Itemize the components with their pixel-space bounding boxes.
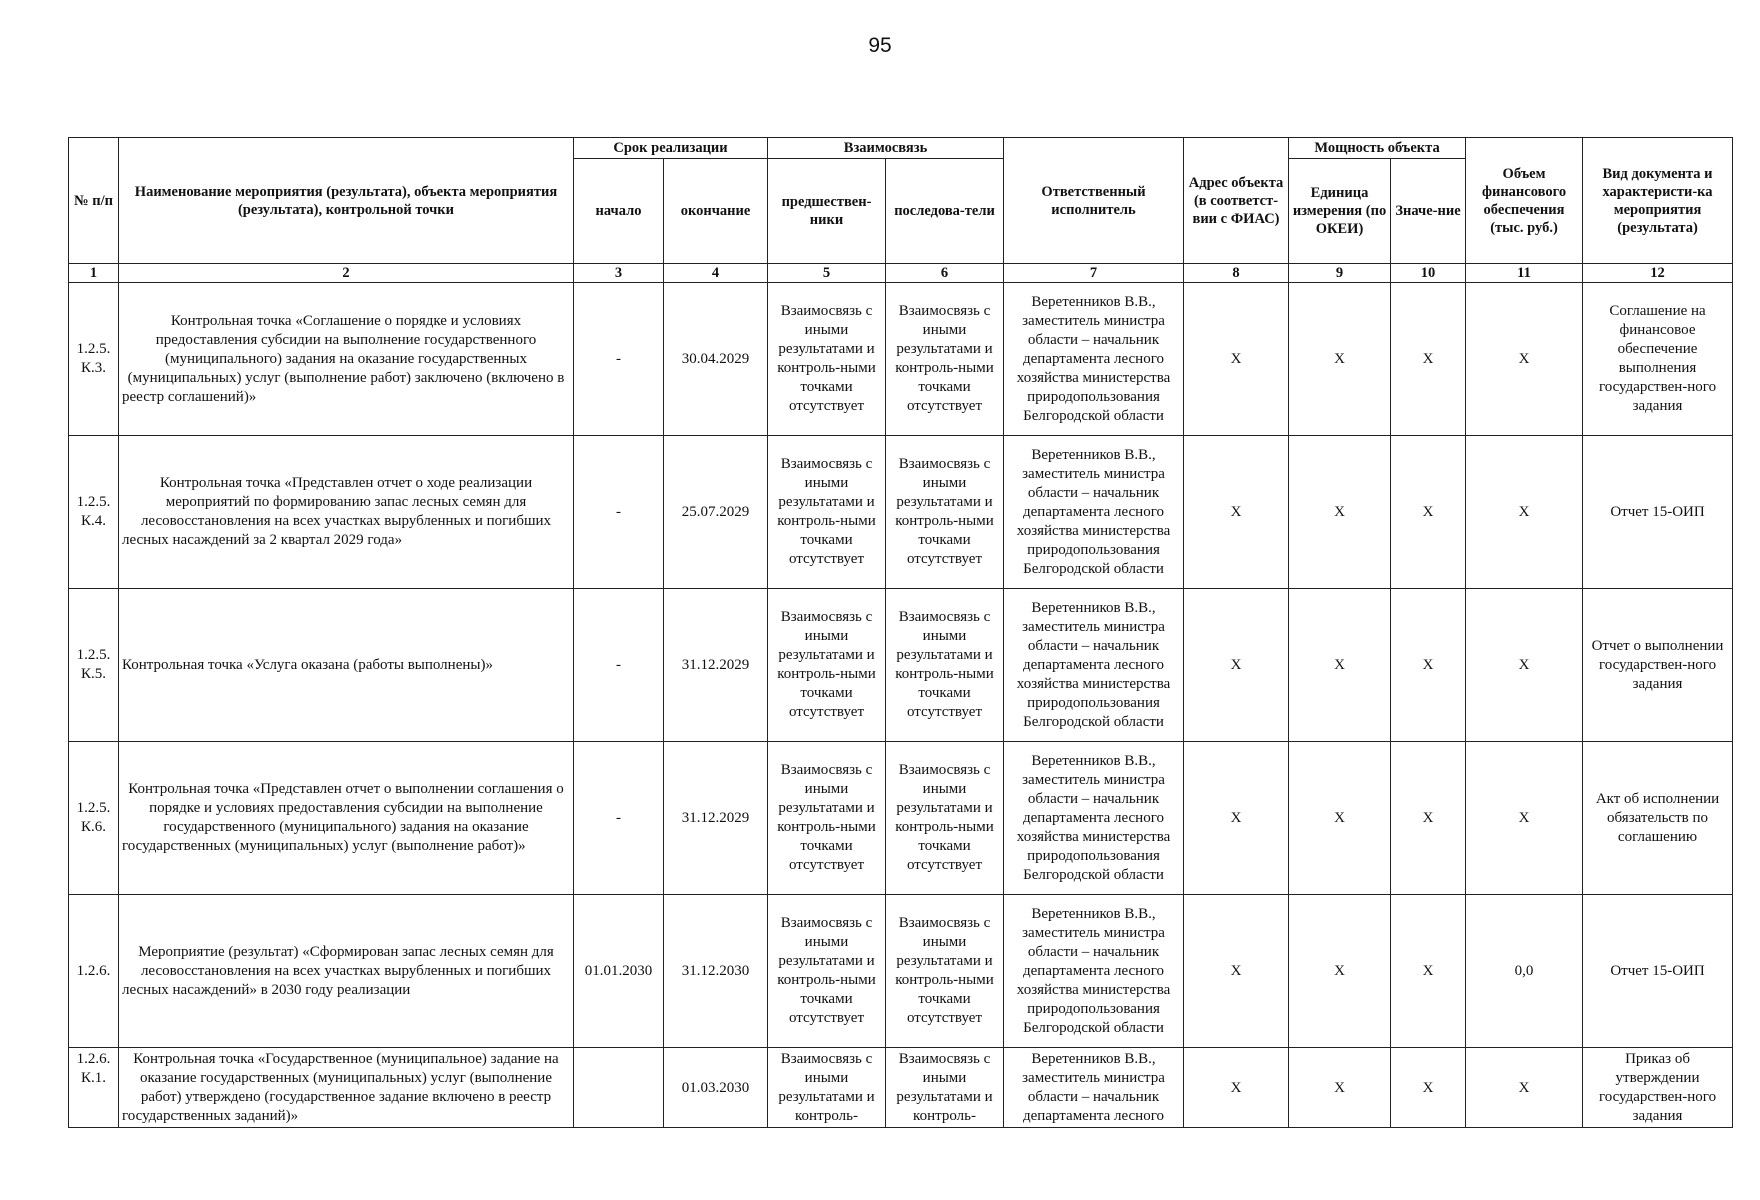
col-header-start: начало [574, 159, 664, 264]
col-header-executor: Ответственный исполнитель [1004, 138, 1184, 264]
row-successors: Взаимосвязь с иными результатами и контроль-ными точками отсутствует [886, 283, 1004, 436]
column-number: 3 [574, 264, 664, 283]
row-start [574, 1048, 664, 1128]
row-value: X [1391, 589, 1466, 742]
table-row [69, 436, 1733, 589]
row-address: X [1184, 589, 1289, 742]
row-executor: Веретенников В.В., заместитель министра области – начальник департамента лесного хозяйства министерства природопользования Белгородской области [1004, 283, 1184, 436]
row-end: 30.04.2029 [664, 283, 768, 436]
row-name: Контрольная точка «Государственное (муниципальное) задание на оказание государственных (муниципальных) услуг (выполнение работ) утверждено (государственное задание включено в реестр государственных заданий)» [119, 1048, 574, 1128]
row-name: Контрольная точка «Соглашение о порядке и условиях предоставления субсидии на выполнение государственного (муниципального) задания на оказание государственных (муниципальных) услуг (выполнение работ) заключено (включено в реестр соглашений)» [119, 283, 574, 436]
row-num: 1.2.6. [69, 895, 119, 1048]
row-unit: X [1289, 589, 1391, 742]
column-number: 5 [768, 264, 886, 283]
table-row [69, 283, 1733, 436]
column-number: 9 [1289, 264, 1391, 283]
column-number: 8 [1184, 264, 1289, 283]
column-number: 7 [1004, 264, 1184, 283]
row-start: - [574, 436, 664, 589]
row-unit: X [1289, 1048, 1391, 1128]
column-number: 2 [119, 264, 574, 283]
row-value: X [1391, 436, 1466, 589]
row-value: X [1391, 283, 1466, 436]
row-end: 01.03.2030 [664, 1048, 768, 1128]
row-end: 31.12.2030 [664, 895, 768, 1048]
row-funding: X [1466, 589, 1583, 742]
row-doc-type: Соглашение на финансовое обеспечение выполнения государствен-ного задания [1583, 283, 1733, 436]
row-executor: Веретенников В.В., заместитель министра области – начальник департамента лесного хозяйства министерства природопользования Белгородской области [1004, 742, 1184, 895]
row-address: X [1184, 436, 1289, 589]
row-unit: X [1289, 436, 1391, 589]
row-num: 1.2.5. К.5. [69, 589, 119, 742]
table-row [69, 742, 1733, 895]
row-predecessors: Взаимосвязь с иными результатами и контроль-ными точками отсутствует [768, 895, 886, 1048]
row-name: Мероприятие (результат) «Сформирован запас лесных семян для лесовосстановления на всех участках вырубленных и погибших лесных насаждений» в 2030 году реализации [119, 895, 574, 1048]
row-doc-type: Отчет о выполнении государствен-ного задания [1583, 589, 1733, 742]
plan-table [68, 137, 1733, 1128]
header-row-1 [69, 138, 1733, 159]
page-number: 95 [868, 34, 892, 57]
col-header-address: Адрес объекта (в соответст-вии с ФИАС) [1184, 138, 1289, 264]
column-number: 11 [1466, 264, 1583, 283]
row-successors: Взаимосвязь с иными результатами и контроль-ными точками отсутствует [886, 589, 1004, 742]
row-name: Контрольная точка «Представлен отчет о выполнении соглашения о порядке и условиях предоставления субсидии на выполнение государственного (муниципального) задания на оказание государственных (муниципальных) услуг (выполнение работ)» [119, 742, 574, 895]
column-number: 10 [1391, 264, 1466, 283]
row-successors: Взаимосвязь с иными результатами и контроль-ными точками отсутствует [886, 436, 1004, 589]
row-doc-type: Отчет 15-ОИП [1583, 436, 1733, 589]
row-end: 31.12.2029 [664, 589, 768, 742]
col-header-capacity-group: Мощность объекта [1289, 138, 1466, 159]
row-value: X [1391, 1048, 1466, 1128]
row-unit: X [1289, 283, 1391, 436]
column-number: 6 [886, 264, 1004, 283]
column-number: 4 [664, 264, 768, 283]
col-header-end: окончание [664, 159, 768, 264]
row-num: 1.2.5. К.3. [69, 283, 119, 436]
table-row [69, 895, 1733, 1048]
col-header-value: Значе-ние [1391, 159, 1466, 264]
row-address: X [1184, 1048, 1289, 1128]
row-value: X [1391, 895, 1466, 1048]
col-header-doc-type: Вид документа и характеристи-ка мероприятия (результата) [1583, 138, 1733, 264]
row-address: X [1184, 742, 1289, 895]
col-header-term-group: Срок реализации [574, 138, 768, 159]
col-header-predecessors: предшествен-ники [768, 159, 886, 264]
table-row [69, 1048, 1733, 1128]
row-address: X [1184, 895, 1289, 1048]
row-successors: Взаимосвязь с иными результатами и контроль- [886, 1048, 1004, 1128]
row-executor: Веретенников В.В., заместитель министра области – начальник департамента лесного хозяйства министерства природопользования Белгородской области [1004, 895, 1184, 1048]
row-predecessors: Взаимосвязь с иными результатами и контроль-ными точками отсутствует [768, 589, 886, 742]
row-start: 01.01.2030 [574, 895, 664, 1048]
column-number: 1 [69, 264, 119, 283]
row-doc-type: Отчет 15-ОИП [1583, 895, 1733, 1048]
row-start: - [574, 283, 664, 436]
row-end: 25.07.2029 [664, 436, 768, 589]
col-header-successors: последова-тели [886, 159, 1004, 264]
row-num: 1.2.5. К.6. [69, 742, 119, 895]
row-funding: X [1466, 283, 1583, 436]
row-name: Контрольная точка «Услуга оказана (работы выполнены)» [119, 589, 574, 742]
column-number: 12 [1583, 264, 1733, 283]
row-predecessors: Взаимосвязь с иными результатами и контроль-ными точками отсутствует [768, 283, 886, 436]
row-value: X [1391, 742, 1466, 895]
col-header-unit: Единица измерения (по ОКЕИ) [1289, 159, 1391, 264]
row-num: 1.2.5. К.4. [69, 436, 119, 589]
row-funding: 0,0 [1466, 895, 1583, 1048]
row-start: - [574, 589, 664, 742]
row-doc-type: Приказ об утверждении государствен-ного задания [1583, 1048, 1733, 1128]
row-successors: Взаимосвязь с иными результатами и контроль-ными точками отсутствует [886, 742, 1004, 895]
col-header-link-group: Взаимосвязь [768, 138, 1004, 159]
row-executor: Веретенников В.В., заместитель министра области – начальник департамента лесного хозяйства министерства природопользования Белгородской области [1004, 436, 1184, 589]
col-header-funding: Объем финансового обеспечения (тыс. руб.) [1466, 138, 1583, 264]
row-unit: X [1289, 742, 1391, 895]
row-funding: X [1466, 742, 1583, 895]
row-unit: X [1289, 895, 1391, 1048]
row-num: 1.2.6. К.1. [69, 1048, 119, 1128]
row-predecessors: Взаимосвязь с иными результатами и контроль-ными точками отсутствует [768, 742, 886, 895]
row-address: X [1184, 283, 1289, 436]
column-number-row [69, 264, 1733, 283]
row-predecessors: Взаимосвязь с иными результатами и контроль- [768, 1048, 886, 1128]
row-executor: Веретенников В.В., заместитель министра области – начальник департамента лесного хозяйства министерства природопользования Белгородской области [1004, 589, 1184, 742]
row-doc-type: Акт об исполнении обязательств по соглашению [1583, 742, 1733, 895]
row-executor: Веретенников В.В., заместитель министра области – начальник департамента лесного [1004, 1048, 1184, 1128]
col-header-num: № п/п [69, 138, 119, 264]
col-header-name: Наименование мероприятия (результата), объекта мероприятия (результата), контрольной точки [119, 138, 574, 264]
row-start: - [574, 742, 664, 895]
row-predecessors: Взаимосвязь с иными результатами и контроль-ными точками отсутствует [768, 436, 886, 589]
row-funding: X [1466, 436, 1583, 589]
table-row [69, 589, 1733, 742]
row-funding: X [1466, 1048, 1583, 1128]
row-end: 31.12.2029 [664, 742, 768, 895]
row-successors: Взаимосвязь с иными результатами и контроль-ными точками отсутствует [886, 895, 1004, 1048]
row-name: Контрольная точка «Представлен отчет о ходе реализации мероприятий по формированию запас лесных семян для лесовосстановления на всех участках вырубленных и погибших лесных насаждений за 2 квартал 2029 года» [119, 436, 574, 589]
